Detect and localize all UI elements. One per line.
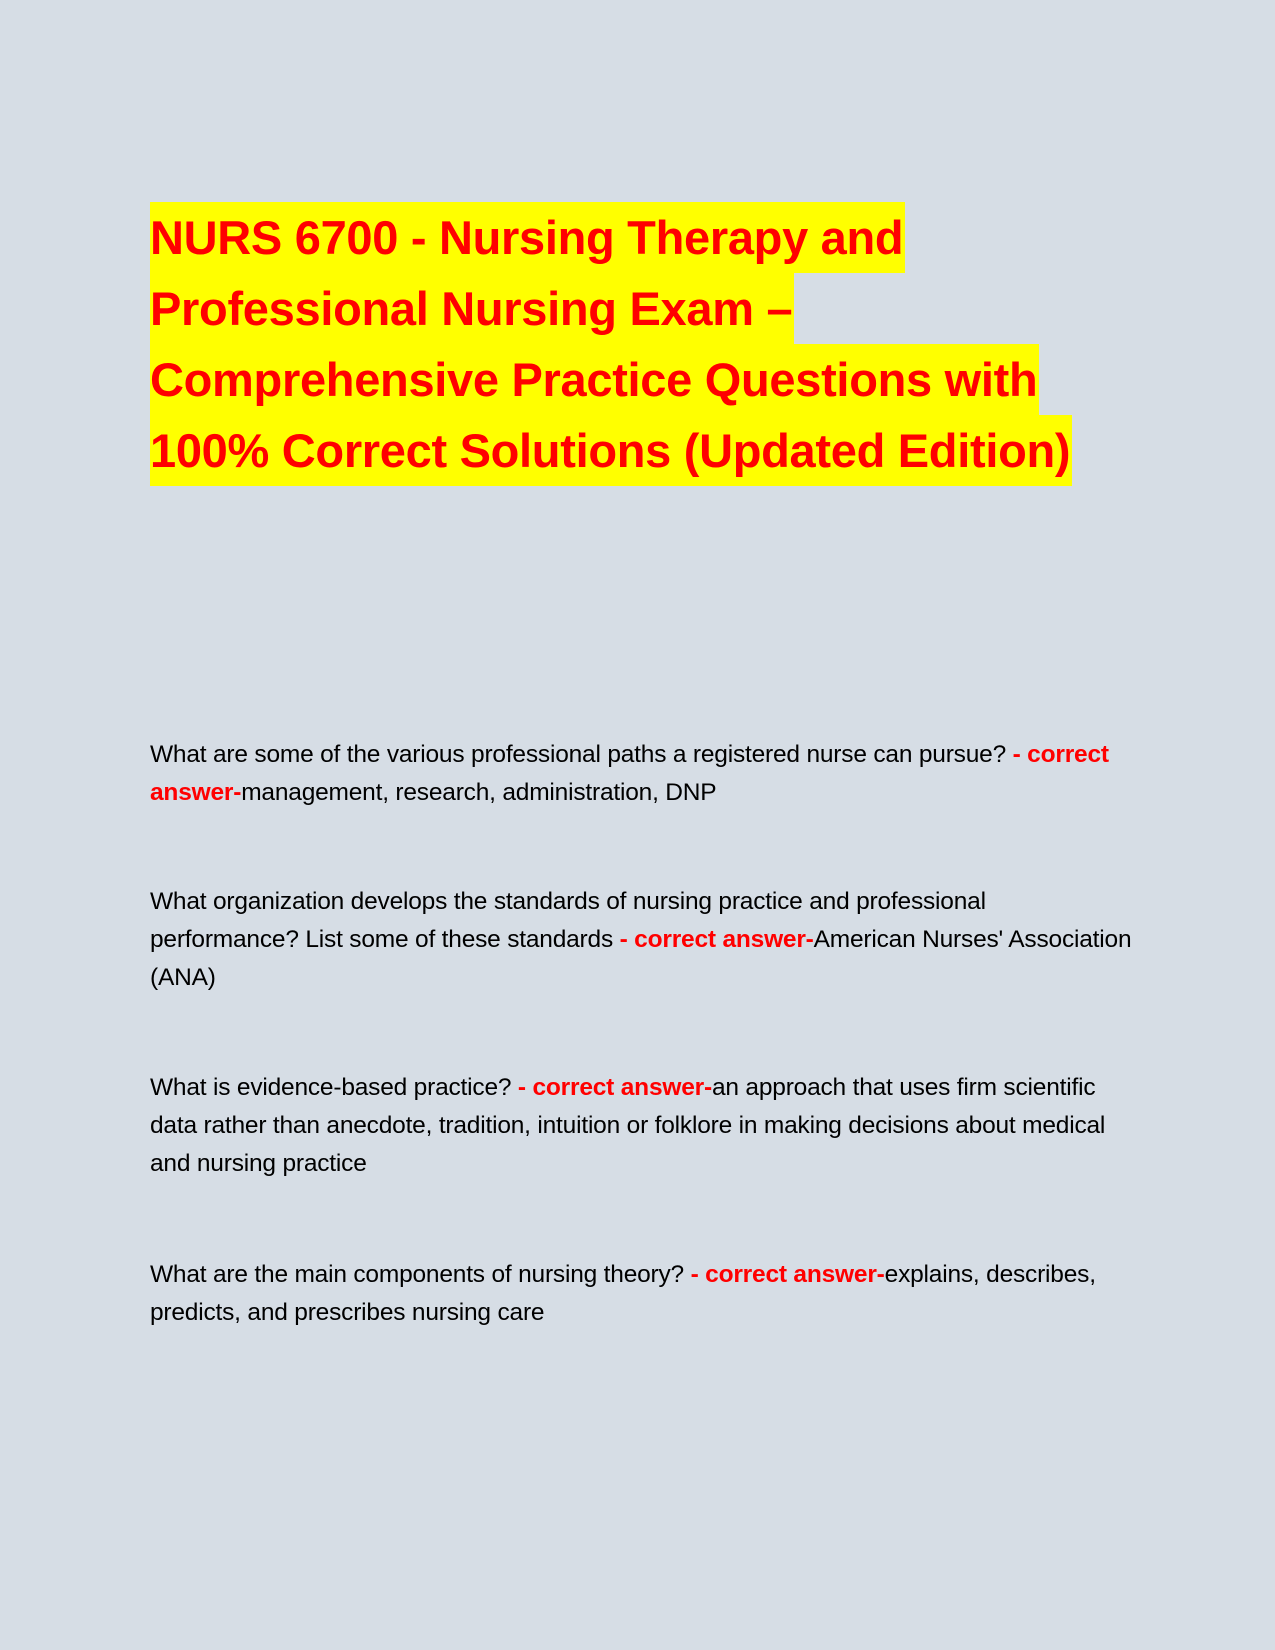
qa-item-2 [150, 883, 1135, 997]
question-text: What is evidence-based practice? [150, 1074, 512, 1101]
document-title [150, 202, 1150, 486]
correct-answer-marker: - correct answer- [683, 1261, 885, 1288]
qa-item-4 [150, 1256, 1135, 1332]
answer-text: American Nurses' Association (ANA) [150, 926, 1132, 991]
answer-text: management, research, administration, DNP [241, 779, 717, 806]
correct-answer-marker: - correct answer- [150, 741, 1109, 806]
question-text: What organization develops the standards of nursing practice and professional performance? List some of these standards [150, 888, 986, 953]
correct-answer-marker: - correct answer- [613, 926, 814, 953]
title-line-1: NURS 6700 - Nursing Therapy and [150, 202, 905, 273]
qa-item-3 [150, 1069, 1135, 1183]
title-line-3: Comprehensive Practice Questions with [150, 344, 1039, 415]
title-line-4: 100% Correct Solutions (Updated Edition) [150, 415, 1072, 486]
correct-answer-marker: - correct answer- [511, 1074, 712, 1101]
title-line-2: Professional Nursing Exam – [150, 273, 794, 344]
qa-item-1 [150, 736, 1135, 812]
answer-text: explains, describes, predicts, and prescribes nursing care [150, 1261, 1096, 1326]
question-text: What are the main components of nursing theory? [150, 1261, 684, 1288]
answer-text: an approach that uses firm scientific data rather than anecdote, tradition, intuition or folklore in making decisions about medical and nursing practice [150, 1074, 1106, 1177]
question-text: What are some of the various professional paths a registered nurse can pursue? [150, 741, 1006, 768]
